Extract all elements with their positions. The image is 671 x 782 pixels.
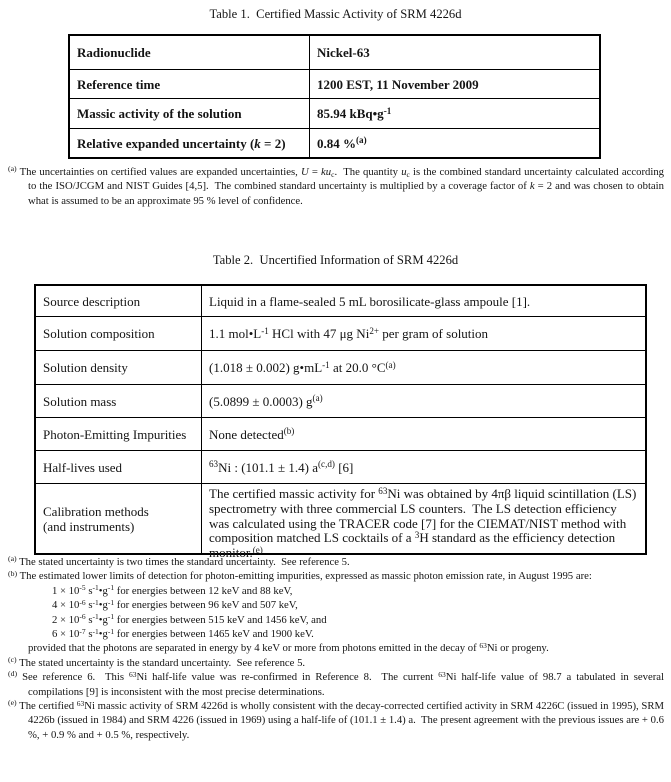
- table2-caption: Table 2. Uncertified Information of SRM 4226d: [212, 253, 459, 267]
- row-label: Half-lives used: [43, 459, 123, 475]
- footnote-marker: (d): [8, 669, 18, 679]
- row-label-cell: [36, 385, 202, 417]
- row-value: 0.84 %$^{(a)}$: [317, 135, 367, 151]
- row-value: The certified massic activity for $^{63}$Ni was obtained by 4πβ liquid scintillation (LS) spectrometry with three commercial LS counters. The LS detection efficiency was calculated using the TRACER code [7] for the CIEMAT/NIST method with composition matched LS cocktails of a $^3$H standard as the efficiency detection monitor.$^{(e)}$: [209, 485, 637, 561]
- table-row: [36, 483, 645, 561]
- row-value: Nickel-63: [317, 45, 370, 60]
- footnote-t2-b: [8, 569, 664, 583]
- row-label: Solution composition: [43, 326, 155, 341]
- row-value-cell: [310, 70, 599, 98]
- row-value: 1200 EST, 11 November 2009: [317, 76, 479, 92]
- row-label-cell: [36, 484, 202, 553]
- row-value: $^{63}$Ni : (101.1 ± 1.4) $a^{(c,d)}$ [6]: [209, 459, 354, 475]
- row-value-cell: [202, 317, 645, 350]
- table-row: [36, 450, 645, 483]
- footnote-t2-e: [8, 699, 664, 742]
- table1-caption: Table 1. Certified Massic Activity of SRM 4226d: [209, 7, 462, 21]
- footnote-text: The estimated lower limits of detection for photon-emitting impurities, expressed as massic photon emission rate, in August 1995 are:: [19, 570, 592, 583]
- row-label: Reference time: [77, 76, 161, 92]
- footnote-detection-limit-3: $2 \times 10^{-6}$ $s^{-1}•g^{-1}$ for energies between 515 keV and 1456 keV, and: [52, 612, 327, 626]
- footnote-marker: (a): [8, 164, 17, 174]
- footnote-detection-limit-1: $1 \times 10^{-5}$ $s^{-1}•g^{-1}$ for energies between 12 keV and 88 keV,: [52, 583, 293, 597]
- row-value: None detected$^{(b)}$: [209, 426, 295, 442]
- table-row: [70, 128, 599, 157]
- table-row: [36, 384, 645, 417]
- table1-certified-activity: [68, 34, 601, 159]
- footnote-marker: (c): [8, 654, 17, 664]
- row-label: Photon-Emitting Impurities: [43, 426, 187, 442]
- table-row: [36, 350, 645, 384]
- footnote-text: The stated uncertainty is two times the standard uncertainty. See reference 5.: [19, 556, 350, 568]
- footnote-marker: (b): [8, 568, 18, 578]
- footnote-t1-a: [8, 165, 664, 208]
- row-label: Source description: [43, 293, 141, 309]
- footnote-t2-d: [8, 670, 664, 699]
- row-value-cell: [202, 451, 645, 483]
- row-label-cell: [36, 351, 202, 384]
- footnote-text: The stated uncertainty is the standard uncertainty. See reference 5.: [19, 656, 306, 669]
- row-label: Massic activity of the solution: [77, 106, 242, 121]
- row-label: Solution mass: [43, 393, 117, 409]
- table-row: [70, 36, 599, 69]
- row-label-cell: [36, 286, 202, 316]
- table-row: [36, 286, 645, 316]
- row-label: Relative expanded uncertainty (k = 2): [77, 135, 286, 151]
- row-value-cell: [310, 99, 599, 128]
- table-row: [70, 69, 599, 98]
- table-row: [36, 316, 645, 350]
- row-label-cell: [70, 99, 310, 128]
- row-value: (1.018 ± 0.002) $g•mL^{-1}$ at 20.0 $^\circ C^{(a)}$: [209, 359, 396, 375]
- footnote-detection-limit-2: $4 \times 10^{-6}$ $s^{-1}•g^{-1}$ for energies between 96 keV and 507 keV,: [52, 597, 298, 612]
- row-value: 1.1 $mol•L^{-1}$ HCl with 47 μg $Ni^{2+}$ per gram of solution: [209, 325, 489, 341]
- footnote-text: See reference 6. This $^{63}$Ni half-life value was re-confirmed in Reference 8. The current $^{63}$Ni half-life value of 98.7 a tabulated in several compilations [9] is inconsistent with the most precise determinations.: [22, 669, 664, 698]
- table2-uncertified-info: [34, 284, 647, 561]
- row-label: Radionuclide: [77, 45, 151, 60]
- table2-footnotes: [8, 555, 664, 742]
- row-value-cell: [202, 351, 645, 384]
- footnote-t2-a: [8, 555, 664, 569]
- table-row: [36, 417, 645, 450]
- row-label: Solution density: [43, 360, 128, 375]
- row-value-cell: [310, 36, 599, 69]
- row-value-cell: [310, 129, 599, 157]
- row-label-cell: [36, 451, 202, 483]
- row-label-cell: [70, 36, 310, 69]
- row-value-cell: [202, 484, 645, 561]
- footnote-text: The uncertainties on certified values are expanded uncertainties, $U = ku_c$. The quantity $u_c$ is the combined standard uncertainty calculated according to the ISO/JCGM and NIST Guides [4,5]. The combined standard uncertainty is multiplied by a coverage factor of k = 2 and was chosen to obtain what is assumed to be an approximate 95 % level of confidence.: [19, 166, 665, 207]
- footnote-t2-c: [8, 656, 664, 670]
- row-label-cell: [70, 70, 310, 98]
- row-label-cell: [36, 418, 202, 450]
- footnote-marker: (e): [8, 698, 17, 708]
- row-value-cell: [202, 385, 645, 417]
- row-label-cell: [36, 317, 202, 350]
- table1-footnotes: [8, 165, 664, 208]
- row-label: Calibration methods (and instruments): [43, 503, 149, 534]
- footnote-t2-b-proviso: provided that the photons are separated in energy by 4 keV or more from photons emitted in the decay of $^{63}$Ni or progeny.: [28, 641, 549, 655]
- row-value-cell: [202, 418, 645, 450]
- row-label-cell: [70, 129, 310, 157]
- row-value: 85.94 $kBq•g^{-1}$: [317, 105, 392, 121]
- row-value: Liquid in a flame-sealed 5 mL borosilicate-glass ampoule [1].: [209, 293, 531, 309]
- table-row: [70, 98, 599, 128]
- footnote-marker: (a): [8, 554, 17, 564]
- footnote-text: The certified $^{63}$Ni massic activity of SRM 4226d is wholly consistent with the decay-corrected certified activity in SRM 4226C (issued in 1995), SRM 4226b (issued in 1984) and SRM 4226 (issued in 1969) using a half-life of (101.1 ± 1.4) a. The present agreement with the previous issues are + 0.6 %, + 0.9 % and + 0.5 %, respectively.: [19, 698, 665, 741]
- footnote-detection-limit-4: $6 \times 10^{-7}$ $s^{-1}•g^{-1}$ for energies between 1465 keV and 1900 keV.: [52, 626, 314, 641]
- row-value-cell: [202, 286, 645, 316]
- row-value: (5.0899 ± 0.0003) $g^{(a)}$: [209, 393, 323, 409]
